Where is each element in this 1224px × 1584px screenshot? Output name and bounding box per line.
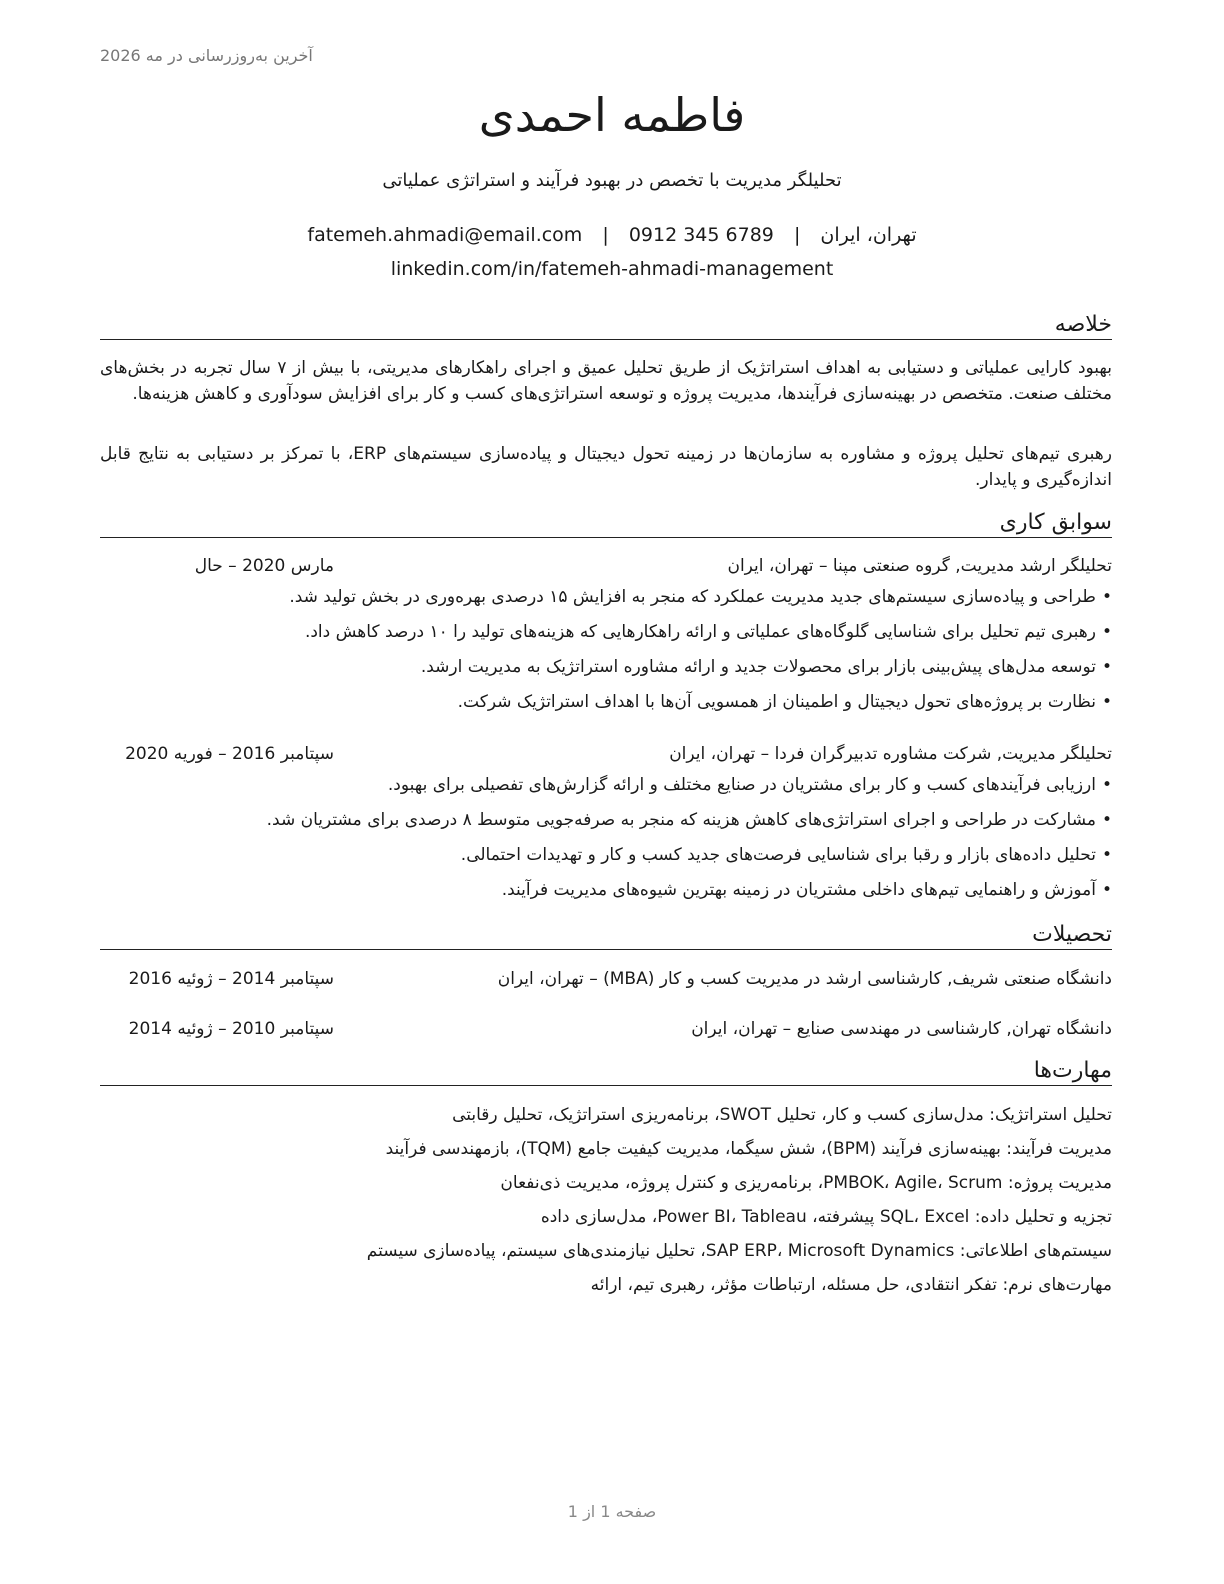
contact-location: تهران، ایران xyxy=(820,224,917,246)
contact-email[interactable]: fatemeh.ahmadi@email.com xyxy=(307,224,583,246)
candidate-subtitle: تحلیلگر مدیریت با تخصص در بهبود فرآیند و استراتژی عملیاتی xyxy=(382,170,842,191)
skills-heading: مهارت‌ها xyxy=(100,1058,1112,1086)
education-dates: سپتامبر 2010 – ژوئیه 2014 xyxy=(128,1019,334,1039)
job-bullets xyxy=(100,772,1112,912)
education-item xyxy=(100,966,1112,992)
contact-phone: 0912 345 6789 xyxy=(628,224,774,246)
list-item: •تحلیل داده‌های بازار و رقبا برای شناسایی فرصت‌های جدید کسب و کار و تهدیدات احتمالی. xyxy=(460,845,1112,865)
bullet-icon: • xyxy=(1101,622,1112,642)
bullet-icon: • xyxy=(1101,775,1112,795)
contact-separator: | xyxy=(793,224,801,246)
contact-line xyxy=(0,224,1224,246)
list-item: •مشارکت در طراحی و اجرای استراتژی‌های کاهش هزینه که منجر به صرفه‌جویی متوسط ۸ درصدی برای مشتریان شد. xyxy=(266,810,1112,830)
skill-line: تجزیه و تحلیل داده: SQL، Excel پیشرفته، Power BI، Tableau، مدل‌سازی داده xyxy=(540,1207,1112,1227)
job-dates: مارس 2020 – حال xyxy=(194,556,334,576)
last-updated-note: آخرین به‌روزرسانی در مه 2026 xyxy=(100,46,313,65)
skill-line: مدیریت پروژه: PMBOK، Agile، Scrum، برنامه‌ریزی و کنترل پروژه، مدیریت ذی‌نفعان xyxy=(500,1173,1112,1193)
education-dates: سپتامبر 2014 – ژوئیه 2016 xyxy=(128,969,334,989)
list-item: •توسعه مدل‌های پیش‌بینی بازار برای محصولات جدید و ارائه مشاوره استراتژیک به مدیریت ارشد. xyxy=(420,657,1112,677)
skill-line: سیستم‌های اطلاعاتی: SAP ERP، Microsoft Dynamics، تحلیل نیازمندی‌های سیستم، پیاده‌سازی سیستم xyxy=(366,1241,1112,1261)
contact-linkedin[interactable]: linkedin.com/in/fatemeh-ahmadi-management xyxy=(390,258,834,280)
education-item xyxy=(100,1016,1112,1042)
bullet-icon: • xyxy=(1101,692,1112,712)
job-header xyxy=(100,553,1112,579)
skill-line: مهارت‌های نرم: تفکر انتقادی، حل مسئله، ارتباطات مؤثر، رهبری تیم، ارائه xyxy=(590,1275,1112,1295)
skill-line: تحلیل استراتژیک: مدل‌سازی کسب و کار، تحلیل SWOT، برنامه‌ریزی استراتژیک، تحلیل رقابتی xyxy=(452,1105,1112,1125)
bullet-icon: • xyxy=(1101,880,1112,900)
bullet-icon: • xyxy=(1101,845,1112,865)
job-header xyxy=(100,741,1112,767)
experience-heading: سوابق کاری xyxy=(100,510,1112,538)
page-number: صفحه 1 از 1 xyxy=(567,1502,657,1521)
candidate-name: فاطمه احمدی xyxy=(478,88,746,142)
education-heading: تحصیلات xyxy=(100,922,1112,950)
summary-heading: خلاصه xyxy=(100,312,1112,340)
skills-list xyxy=(100,1102,1112,1306)
job-bullets xyxy=(100,584,1112,724)
bullet-icon: • xyxy=(1101,810,1112,830)
bullet-icon: • xyxy=(1101,587,1112,607)
education-title: دانشگاه تهران, کارشناسی در مهندسی صنایع – تهران، ایران xyxy=(691,1019,1112,1039)
skill-line: مدیریت فرآیند: بهینه‌سازی فرآیند (BPM)، شش سیگما، مدیریت کیفیت جامع (TQM)، بازمهندسی فرآیند xyxy=(385,1139,1112,1159)
summary-paragraph: رهبری تیم‌های تحلیل پروژه و مشاوره به سازمان‌ها در زمینه تحول دیجیتال و پیاده‌سازی سیستم‌های ERP، با تمرکز بر دستیابی به نتایج قابل اندازه‌گیری و پایدار. xyxy=(100,444,1112,490)
list-item: •رهبری تیم تحلیل برای شناسایی گلوگاه‌های عملیاتی و ارائه راهکارهایی که هزینه‌های تولید را ۱۰ درصد کاهش داد. xyxy=(304,622,1112,642)
contact-separator: | xyxy=(602,224,609,246)
job-title: تحلیلگر ارشد مدیریت, گروه صنعتی مپنا – تهران، ایران xyxy=(727,556,1112,576)
job-dates: سپتامبر 2016 – فوریه 2020 xyxy=(125,744,334,764)
list-item: •طراحی و پیاده‌سازی سیستم‌های جدید مدیریت عملکرد که منجر به افزایش ۱۵ درصدی بهره‌وری در بخش تولید شد. xyxy=(289,587,1112,607)
education-title: دانشگاه صنعتی شریف, کارشناسی ارشد در مدیریت کسب و کار (MBA) – تهران، ایران xyxy=(497,969,1112,989)
bullet-icon: • xyxy=(1101,657,1112,677)
list-item: •ارزیابی فرآیندهای کسب و کار برای مشتریان در صنایع مختلف و ارائه گزارش‌های تفصیلی برای بهبود. xyxy=(387,775,1112,795)
list-item: •آموزش و راهنمایی تیم‌های داخلی مشتریان در زمینه بهترین شیوه‌های مدیریت فرآیند. xyxy=(501,880,1112,900)
job-title: تحلیلگر مدیریت, شرکت مشاوره تدبیرگران فردا – تهران، ایران xyxy=(669,744,1112,764)
list-item: •نظارت بر پروژه‌های تحول دیجیتال و اطمینان از همسویی آن‌ها با اهداف استراتژیک شرکت. xyxy=(457,692,1112,712)
summary-paragraph: بهبود کارایی عملیاتی و دستیابی به اهداف استراتژیک از طریق تحلیل عمیق و اجرای راهکارهای مدیریتی، با بیش از ۷ سال تجربه در بخش‌های مختلف صنعت. متخصص در بهینه‌سازی فرآیندها، مدیریت پروژه و توسعه استراتژی‌های کسب و کار برای افزایش سودآوری و کاهش هزینه‌ها. xyxy=(100,358,1113,404)
